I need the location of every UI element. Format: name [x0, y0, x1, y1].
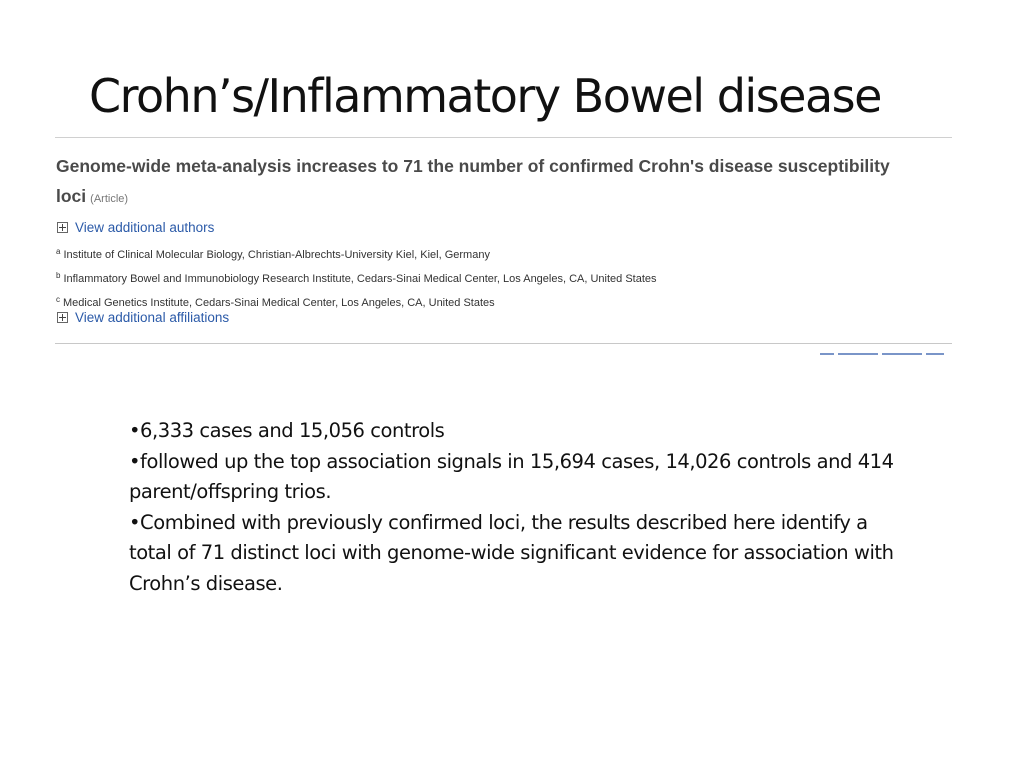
- bullet-item: •followed up the top association signals in 15,694 cases, 14,026 controls and 414 parent/offspring trios.: [129, 449, 894, 503]
- top-divider: [55, 137, 952, 138]
- slide-title: Crohn’s/Inflammatory Bowel disease: [89, 69, 881, 123]
- fragment-dash: [882, 353, 922, 355]
- affiliation-b: [56, 271, 657, 285]
- affiliation-marker: c: [56, 295, 60, 304]
- affiliation-a: [56, 247, 490, 261]
- view-additional-authors-label: View additional authors: [75, 220, 215, 235]
- affiliation-text: Medical Genetics Institute, Cedars-Sinai Medical Center, Los Angeles, CA, United States: [63, 297, 495, 309]
- article-type-label: (Article): [90, 193, 129, 205]
- bullet-item: •6,333 cases and 15,056 controls: [129, 419, 445, 442]
- affiliation-marker: b: [56, 271, 61, 280]
- affiliation-marker: a: [56, 247, 61, 256]
- affiliation-text: Inflammatory Bowel and Immunobiology Research Institute, Cedars-Sinai Medical Center, Los Angeles, CA, United States: [63, 273, 657, 285]
- bottom-divider: [55, 343, 952, 344]
- fragment-dash: [838, 353, 878, 355]
- fragment-dash: [926, 353, 944, 355]
- view-additional-authors-link[interactable]: [57, 220, 214, 235]
- article-screenshot: [55, 137, 952, 357]
- affiliation-text: Institute of Clinical Molecular Biology, Christian-Albrechts-University Kiel, Kiel, Germany: [63, 249, 490, 261]
- bullet-list: [129, 416, 899, 599]
- view-additional-affiliations-label: View additional affiliations: [75, 310, 230, 325]
- affiliation-c: [56, 295, 495, 309]
- view-additional-affiliations-link[interactable]: [57, 310, 229, 325]
- expand-plus-icon[interactable]: [57, 222, 68, 233]
- article-title-text: Genome-wide meta-analysis increases to 71 the number of confirmed Crohn's disease susceptibility loci: [56, 156, 890, 206]
- fragment-dash: [820, 353, 834, 355]
- expand-plus-icon[interactable]: [57, 312, 68, 323]
- article-title[interactable]: [56, 151, 906, 214]
- bullet-item: •Combined with previously confirmed loci, the results described here identify a total of 71 distinct loci with genome-wide significant evidence for association with Crohn’s disease.: [129, 510, 894, 595]
- cropped-link-fragment: [820, 353, 944, 355]
